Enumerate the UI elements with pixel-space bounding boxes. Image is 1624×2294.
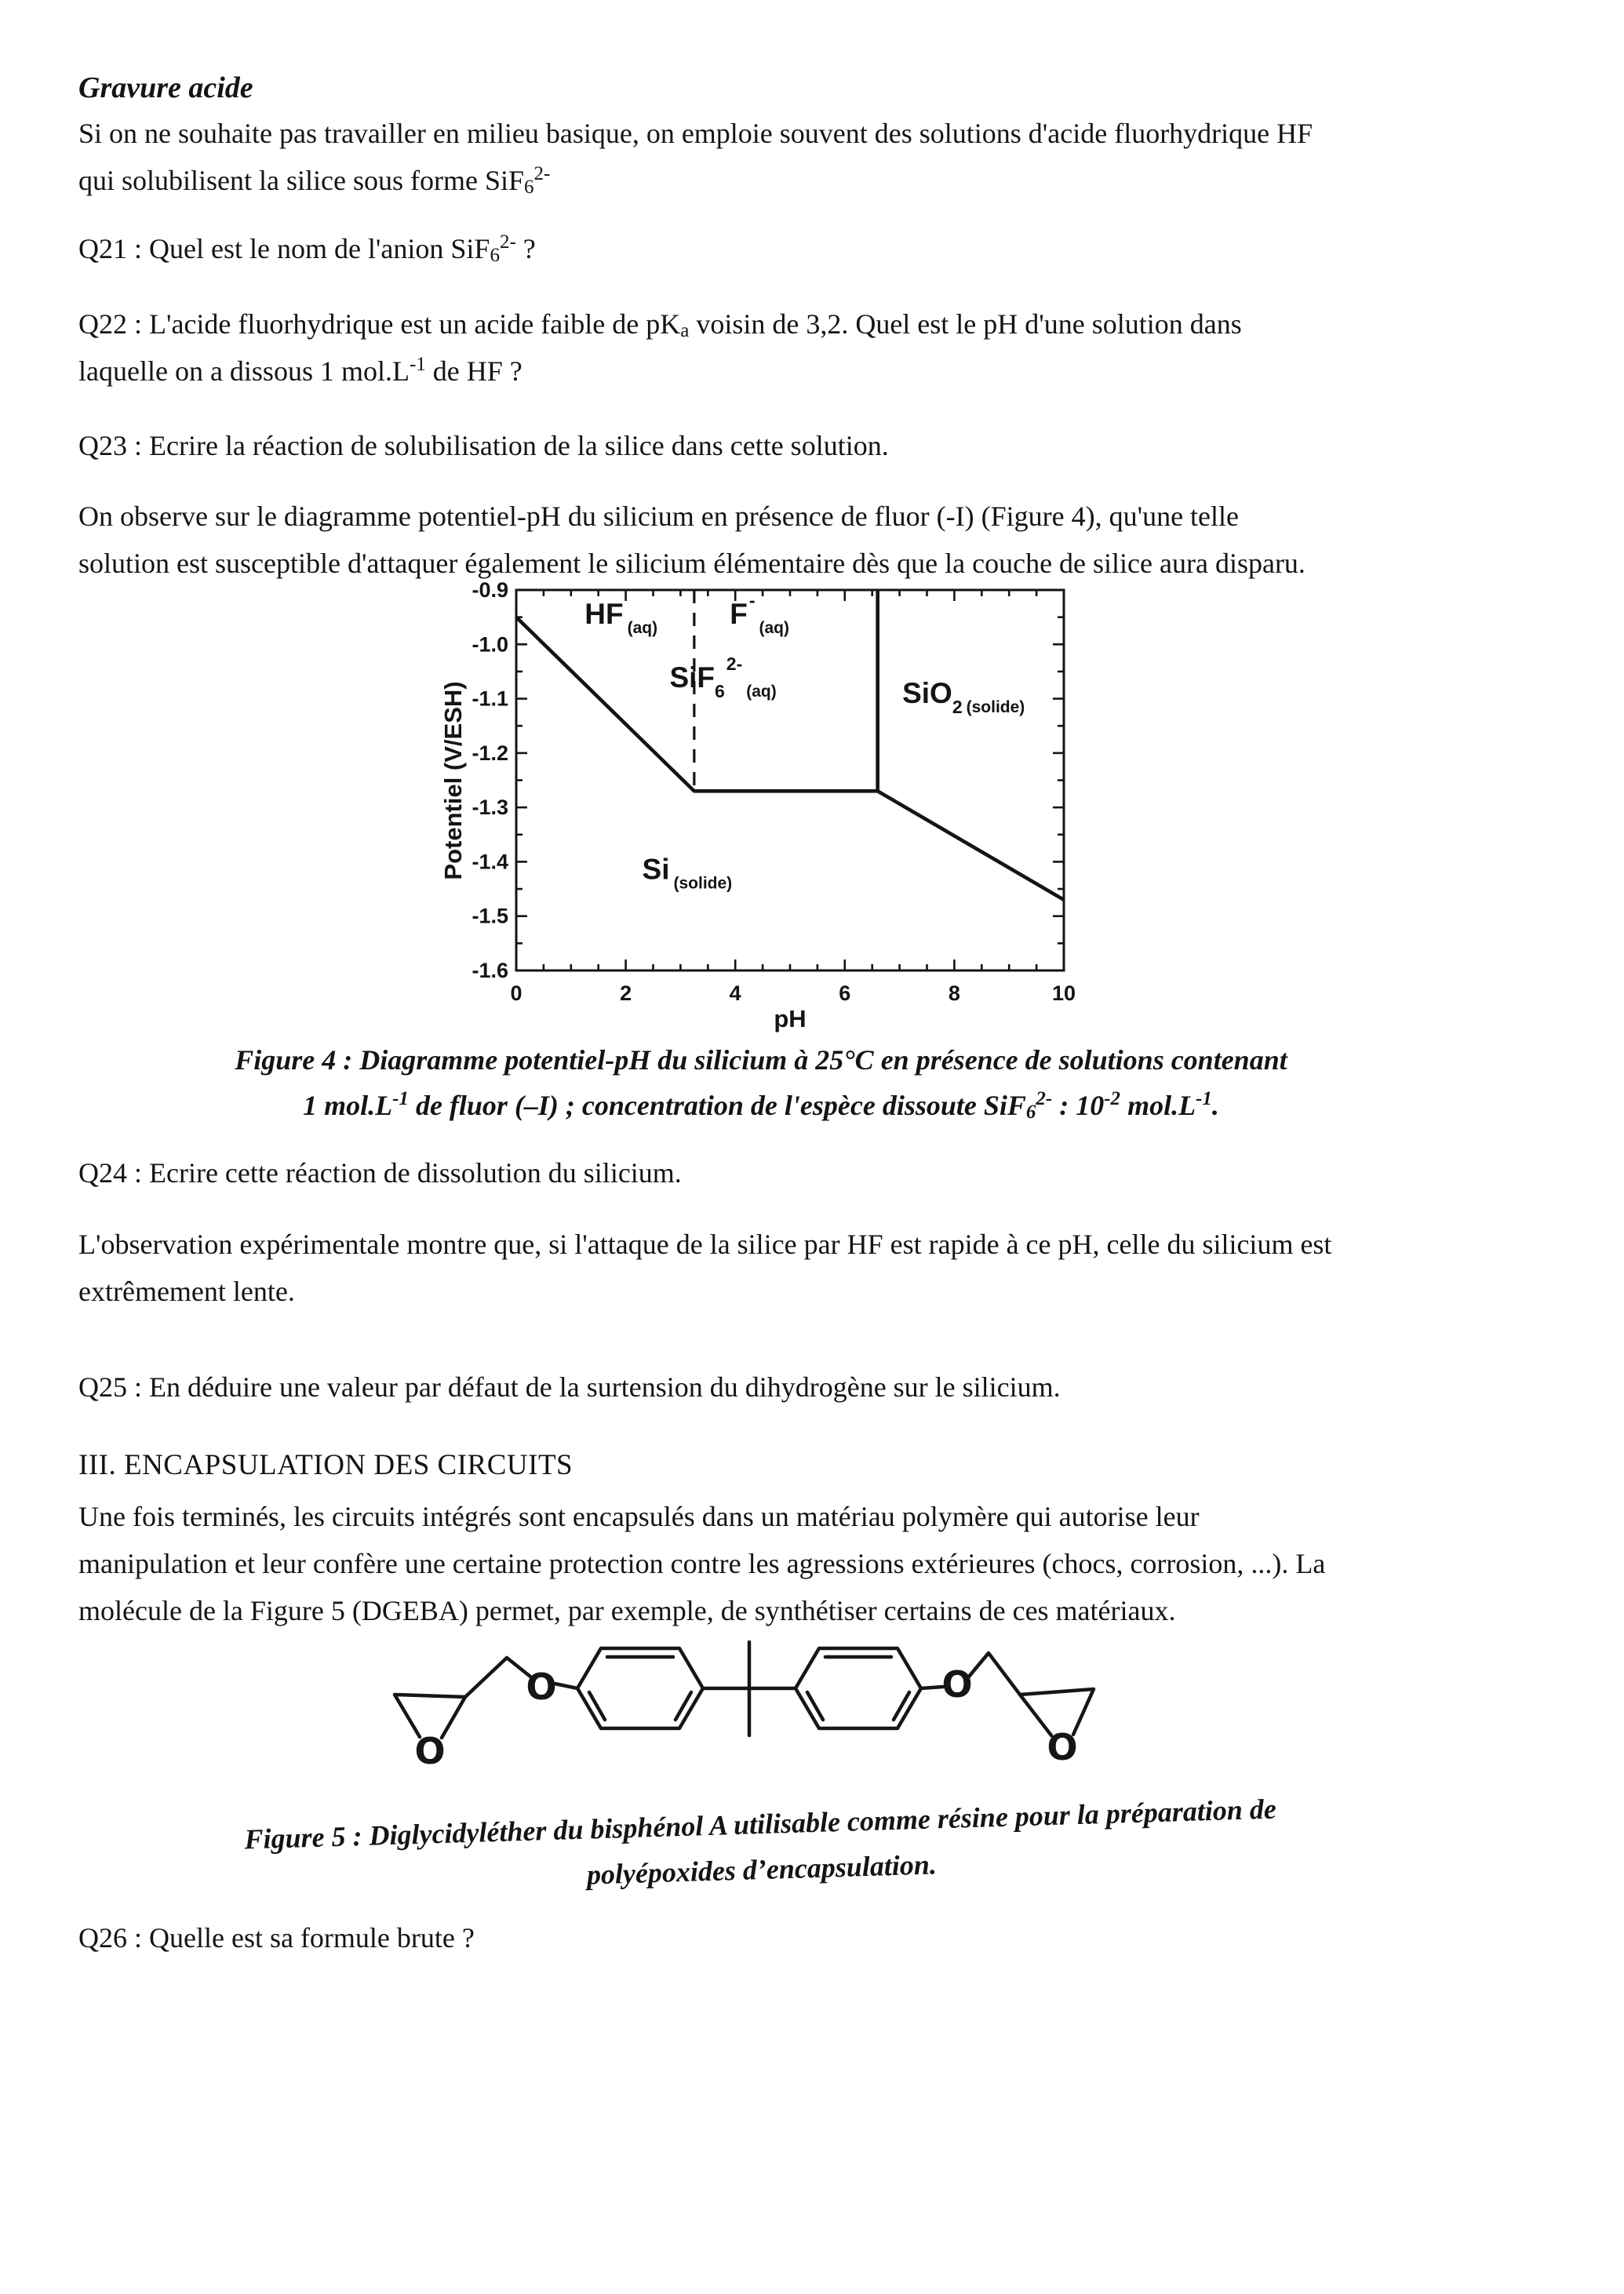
caption-line: 1 $mol.L^{-1}$ de fluor (–I) ; concentration de l'espèce dissoute SiF$_6^{2-}$ : $10^{-2}$ $mol.L^{-1}$. [303,1088,1219,1123]
caption-line: Figure 4 : Diagramme potentiel-pH du silicium à 25°C en présence de solutions contenant [235,1044,1287,1076]
section-heading: Gravure acide [78,71,253,104]
text-line: extrêmement lente. [78,1276,295,1307]
text-line: molécule de la Figure 5 (DGEBA) permet, par exemple, de synthétiser certains de ces matériaux. [78,1595,1176,1626]
x-tick-label: 4 [729,981,741,1005]
region-label: SiF62-(aq) [669,654,777,702]
x-tick-label: 0 [510,981,523,1005]
benzene-double-bonds-left [589,1657,691,1720]
text-line: Q24 : Ecrire cette réaction de dissolution du silicium. [78,1157,682,1189]
text-line: laquelle on a dissous 1 $mol.L^{-1}$ de HF ? [78,354,523,387]
oxygen-atom: O [526,1666,557,1708]
ch2-chain-left [465,1658,530,1697]
text-line: Une fois terminés, les circuits intégrés sont encapsulés dans un matériau polymère qui autorise leur [78,1501,1200,1532]
y-axis-label: Potentiel (V/ESH) [439,681,467,880]
x-tick-label: 8 [948,981,960,1005]
x-tick-label: 2 [620,981,632,1005]
question-q23 [78,422,1561,469]
text-line: Q26 : Quelle est sa formule brute ? [78,1922,475,1954]
text-line: Q22 : L'acide fluorhydrique est un acide faible de $pK_a$ voisin de 3,2. Quel est le pH d'une solution dans [78,308,1242,341]
intro-paragraph [78,110,1561,204]
caption-line: polyépoxides d’encapsulation. [586,1848,938,1891]
boundary-line [516,617,1064,900]
text-line: Q23 : Ecrire la réaction de solubilisation de la silice dans cette solution. [78,430,889,461]
benzene-ring-right [796,1648,921,1728]
ch2-chain-right [969,1653,1020,1695]
region-label: Si (solide) [642,853,733,893]
benzene-ring-left [577,1648,703,1728]
x-tick-label: 6 [839,981,851,1005]
text-line: On observe sur le diagramme potentiel-pH du silicium en présence de fluor (-I) (Figure 4), qu'une telle [78,501,1240,532]
y-tick-label: -1.6 [472,959,508,982]
y-tick-label: -1.0 [472,632,508,657]
observe-paragraph [78,493,1561,587]
section3-heading: III. ENCAPSULATION DES CIRCUITS [78,1449,573,1481]
question-q25 [78,1364,1561,1411]
text-line: L'observation expérimentale montre que, si l'attaque de la silice par HF est rapide à ce pH, celle du silicium est [78,1229,1332,1260]
question-q22 [78,300,1561,395]
text-line: Si on ne souhaite pas travailler en milieu basique, on emploie souvent des solutions d'acide fluorhydrique HF [78,118,1313,149]
caption-line: Figure 5 : Diglycidyléther du bisphénol A utilisable comme résine pour la préparation de [243,1793,1277,1855]
question-q26 [78,1914,1561,1961]
y-tick-label: -1.3 [472,796,508,820]
observation-paragraph [78,1221,1561,1315]
oxygen-atom: O [941,1663,973,1706]
central-carbon-bonds [703,1642,796,1735]
text-line: Q21 : Quel est le nom de l'anion SiF$_6^{2-}$ ? [78,231,536,266]
y-tick-label: -1.4 [472,850,508,874]
figure4-potential-ph-diagram [438,578,1089,1033]
plot-frame [516,590,1064,970]
region-label: HF (aq) [584,597,658,637]
text-line: solution est susceptible d'attaquer également le silicium élémentaire dès que la couche de silice aura disparu. [78,548,1305,579]
question-q24 [78,1149,1561,1196]
text-line: Q25 : En déduire une valeur par défaut de la surtension du dihydrogène sur le silicium. [78,1371,1061,1403]
oxygen-atom: O [414,1730,446,1772]
y-tick-label: -1.2 [472,741,508,765]
text-line: qui solubilisent la silice sous forme SiF$_6^{2-}$ [78,163,551,198]
y-tick-label: -0.9 [472,578,508,602]
x-tick-label: 10 [1051,981,1076,1005]
x-axis-label: pH [774,1005,807,1032]
region-label: F-(aq) [730,589,790,637]
figure4-caption [24,1037,1498,1128]
y-tick-label: -1.5 [472,904,508,928]
ether-bond-right [921,1687,943,1688]
ether-bond-left [555,1684,577,1688]
text-line: manipulation et leur confère une certaine protection contre les agressions extérieures (chocs, corrosion, ...). La [78,1548,1326,1579]
oxygen-atom: O [1047,1726,1078,1768]
encapsulation-paragraph [78,1493,1561,1634]
benzene-double-bonds-right [807,1657,909,1720]
y-tick-label: -1.1 [472,686,508,711]
region-label: SiO2 (solide) [902,677,1025,718]
question-q21 [78,225,1561,272]
figure5-dgeba-molecule [375,1636,1128,1801]
